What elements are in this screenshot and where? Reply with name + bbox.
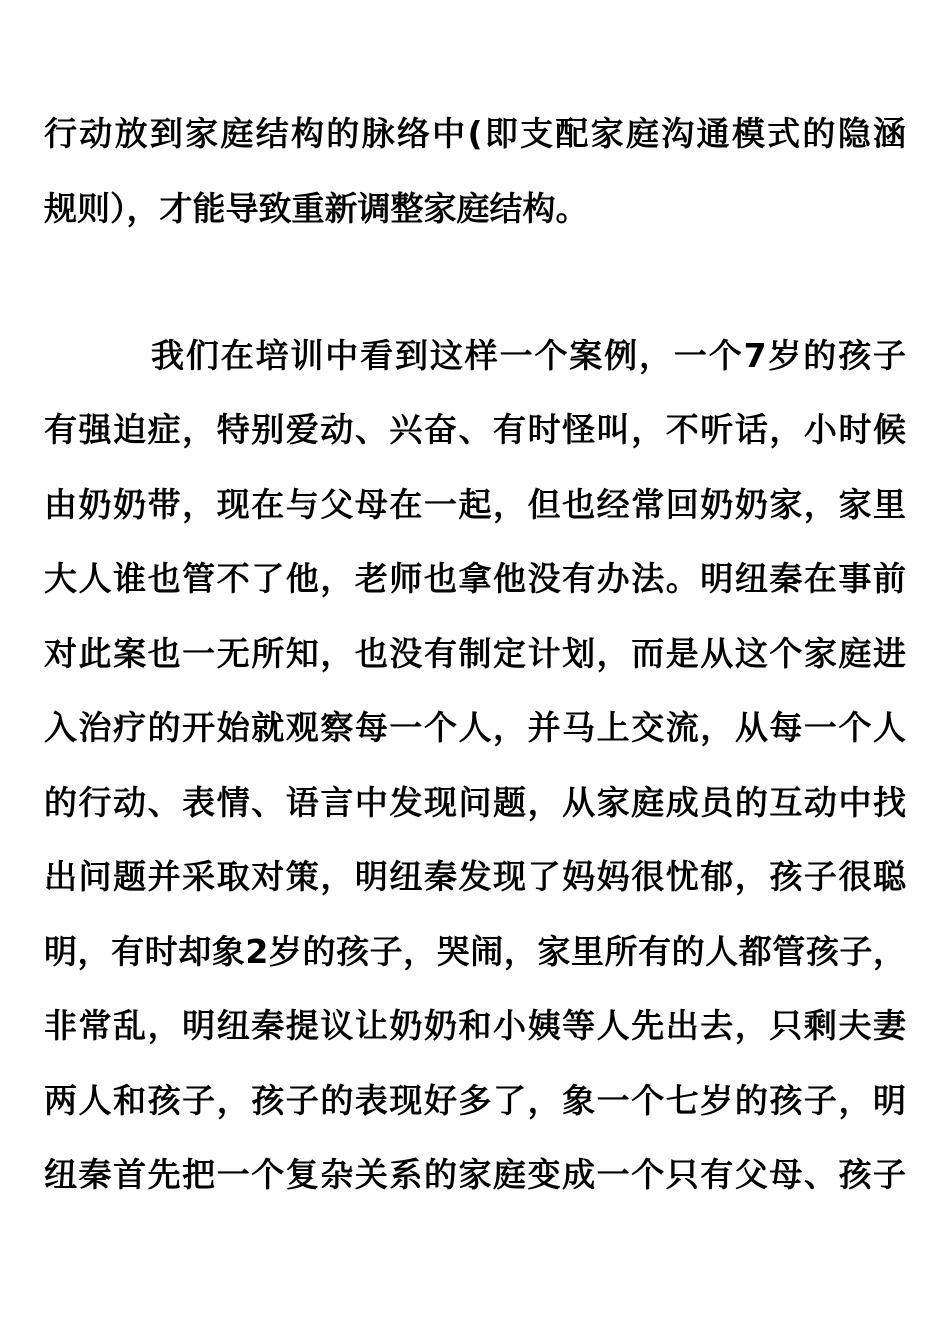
text-line: 的行动、表情、语言中发现问题，从家庭成员的互动中找 — [44, 783, 906, 822]
text-line: 入治疗的开始就观察每一个人，并马上交流，从每一个人 — [44, 708, 906, 747]
text-line: 非常乱，明纽秦提议让奶奶和小姨等人先出去，只剩夫妻 — [44, 1006, 906, 1045]
text-line: 我们在培训中看到这样一个案例，一个7岁的孩子 — [151, 336, 906, 375]
text-line: 行动放到家庭结构的脉络中(即支配家庭沟通模式的隐涵 — [44, 114, 906, 153]
text-line: 有强迫症，特别爱动、兴奋、有时怪叫，不听话，小时候 — [44, 410, 906, 449]
text-line: 纽秦首先把一个复杂关系的家庭变成一个只有父母、孩子 — [44, 1155, 906, 1194]
text-line: 对此案也一无所知，也没有制定计划，而是从这个家庭进 — [44, 634, 906, 673]
text-line: 由奶奶带，现在与父母在一起，但也经常回奶奶家，家里 — [44, 485, 906, 524]
text-line: 大人谁也管不了他，老师也拿他没有办法。明纽秦在事前 — [44, 559, 906, 598]
text-line: 规则），才能导致重新调整家庭结构。 — [44, 189, 589, 228]
text-line: 明，有时却象2岁的孩子，哭闹，家里所有的人都管孩子， — [44, 932, 906, 971]
text-line: 两人和孩子，孩子的表现好多了，象一个七岁的孩子，明 — [44, 1081, 906, 1120]
text-line: 出问题并采取对策，明纽秦发现了妈妈很忧郁，孩子很聪 — [44, 857, 906, 896]
